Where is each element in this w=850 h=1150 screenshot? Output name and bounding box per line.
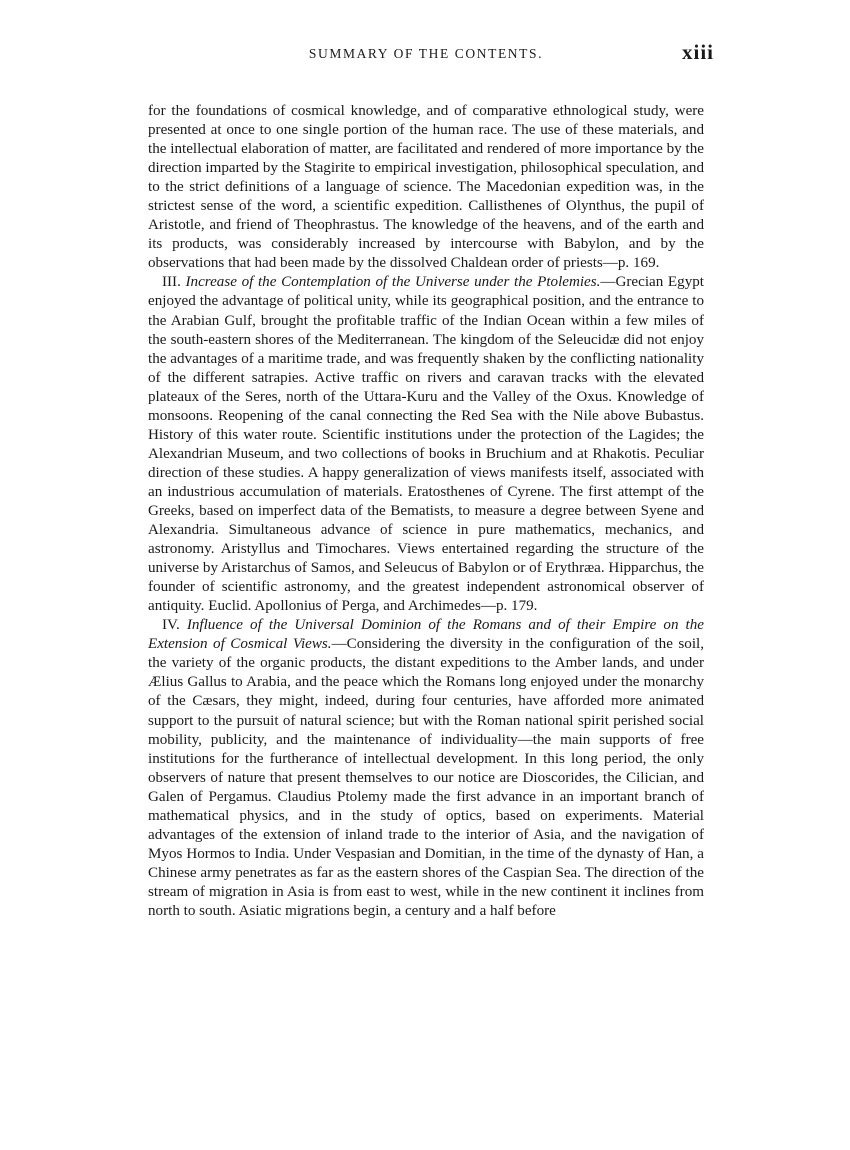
section-heading: Increase of the Contemplation of the Universe under the Ptolemies.: [185, 274, 601, 291]
section-heading: Influence of the Universal Dominion of the Romans and of their Empire on the Extension of Cosmical Views.: [148, 617, 704, 653]
section-number: IV.: [162, 617, 187, 634]
page-number: xiii: [681, 40, 714, 64]
paragraph-text: for the foundations of cosmical knowledge, and of comparative ethnological study, were presented at once to one single portion of the human race. The use of these materials, and the intellectual elaboration of matter, are facilitated and rendered of more importance by the direction imparted by the Stagirite to empirical investigation, philosophical speculation, and to the strict definitions of a language of science. The Macedonian expedition was, in the strictest sense of the word, a scientific expedition. Callisthenes of Olynthus, the pupil of Aristotle, and friend of Theophrastus. The knowledge of the heavens, and of the earth and its products, was considerably increased by intercourse with Babylon, and by the observations that had been made by the dissolved Chaldean order of priests—p. 169.: [148, 103, 704, 272]
paragraph-section-iii: [148, 273, 704, 616]
paragraph-text: —Considering the diversity in the configuration of the soil, the variety of the organic products, the distant expeditions to the Amber lands, and under Ælius Gallus to Arabia, and the peace which the Romans long enjoyed under the monarchy of the Cæsars, they might, indeed, during four centuries, have afforded more animated support to the pursuit of natural science; but with the Roman national spirit perished social mobility, publicity, and the maintenance of individuality—the main supports of free institutions for the furtherance of intellectual development. In this long period, the only observers of nature that present themselves to our notice are Dioscorides, the Cilician, and Galen of Pergamus. Claudius Ptolemy made the first advance in an important branch of mathematical physics, and in the study of optics, based on experiments. Material advantages of the extension of inland trade to the interior of Asia, and the navigation of Myos Hormos to India. Under Vespasian and Domitian, in the time of the dynasty of Han, a Chinese army penetrates as far as the eastern shores of the Caspian Sea. The direction of the stream of migration in Asia is from east to west, while in the new continent it inclines from north to south. Asiatic migrations begin, a century and a half before: [148, 636, 705, 919]
paragraph-continuation: [148, 102, 704, 273]
paragraph-section-iv: [148, 616, 704, 921]
document-page: [148, 40, 714, 921]
section-number: III.: [162, 274, 186, 291]
body-text: [148, 102, 704, 921]
running-head: [148, 40, 714, 70]
paragraph-text: —Grecian Egypt enjoyed the advantage of political unity, while its geographical position, and the entrance to the Arabian Gulf, brought the profitable traffic of the Indian Ocean within a few miles of the south-eastern shores of the Mediterranean. The kingdom of the Seleucidæ did not enjoy the advantages of a maritime trade, and was frequently shaken by the conflicting nationality of the different satrapies. Active traffic on rivers and caravan tracks with the elevated plateaux of the Seres, north of the Uttara-Kuru and the Valley of the Oxus. Knowledge of monsoons. Reopening of the canal connecting the Red Sea with the Nile above Bubastus. History of this water route. Scientific institutions under the protection of the Lagides; the Alexandrian Museum, and two collections of books in Bruchium and at Rhakotis. Peculiar direction of these studies. A happy generalization of views manifests itself, associated with an industrious accumulation of materials. Eratosthenes of Cyrene. The first attempt of the Greeks, based on imperfect data of the Bematists, to measure a degree between Syene and Alexandria. Simultaneous advance of science in pure mathematics, mechanics, and astronomy. Aristyllus and Timochares. Views entertained regarding the structure of the universe by Aristarchus of Samos, and Seleucus of Babylon or of Erythræa. Hipparchus, the founder of scientific astronomy, and the greatest independent astronomical observer of antiquity. Euclid. Apollonius of Perga, and Archimedes—p. 179.: [148, 274, 704, 615]
running-title: SUMMARY OF THE CONTENTS.: [308, 46, 544, 61]
